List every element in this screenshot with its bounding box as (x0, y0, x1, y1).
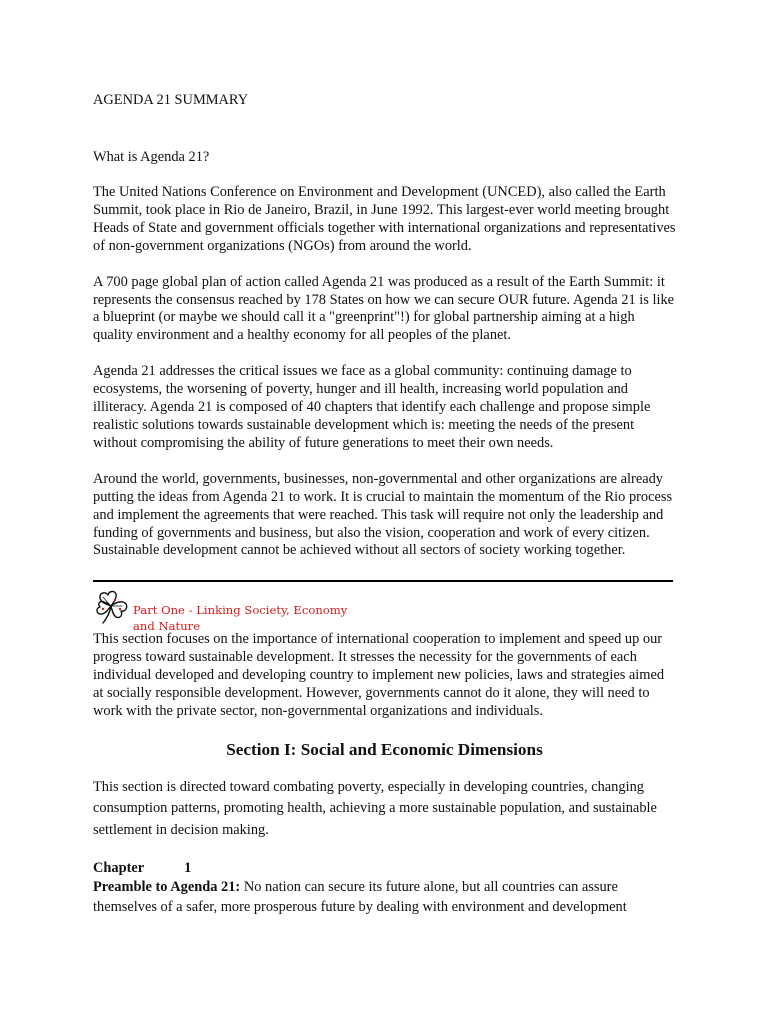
intro-paragraph-2: A 700 page global plan of action called Agenda 21 was produced as a result of the Earth Summit: it represents the consensus reached by 178 States on how we can secure OUR future. Agenda 21 is like a blueprint (or maybe we should call it a "greenprint"!) for global partnership aiming at a high quality environment and a healthy economy for all peoples of the planet. (93, 273, 675, 344)
document-heading: AGENDA 21 SUMMARY (93, 92, 249, 108)
chapter-heading (93, 858, 676, 878)
intro-paragraph-1: The United Nations Conference on Environment and Development (UNCED), also called the Earth Summit, took place in Rio de Janeiro, Brazil, in June 1992. This largest-ever world meeting brought Heads of State and government officials together with international organizations and representatives of non-government organizations (NGOs) from around the world. (93, 184, 676, 254)
part-one-heading (93, 588, 676, 634)
part-one-title-line1: Part One - Linking Society, Economy (133, 603, 348, 618)
preamble-label: Preamble to Agenda 21: (93, 879, 241, 896)
chapter-label: Chapter (93, 860, 145, 877)
section-divider (93, 580, 673, 582)
intro-question: What is Agenda 21? (93, 149, 210, 165)
part-one-paragraph: This section focuses on the importance of international cooperation to implement and speed up our progress toward sustainable development. It stresses the necessity for the governments of each individual developed and developing country to implement new policies, laws and strategies aimed at socially responsible development. However, governments cannot do it alone, they will need to work with the private sector, non-governmental organizations and individuals. (93, 631, 665, 719)
intro-paragraph-3: Agenda 21 addresses the critical issues we face as a global community: continuing damage to ecosystems, the worsening of poverty, hunger and ill health, increasing world population and illiteracy. Agenda 21 is composed of 40 chapters that identify each challenge and propose simple realistic solutions towards sustainable development which is: meeting the needs of the present without compromising the ability of future generations to meet their own needs. (93, 363, 651, 451)
shamrock-icon (94, 588, 130, 626)
document-body (93, 90, 676, 917)
part-one-title-line2: and Nature (133, 619, 201, 634)
preamble-text: No nation can secure its future alone, but all countries can assure themselves of a safer, more prosperous future by dealing with environment and development (93, 879, 627, 915)
section-one-title: Section I: Social and Economic Dimensions (226, 739, 543, 759)
chapter-preamble (93, 878, 676, 917)
intro-paragraph-4: Around the world, governments, businesses, non-governmental and other organizations are already putting the ideas from Agenda 21 to work. It is crucial to maintain the momentum of the Rio process and implement the agreements that were reached. This task will require not only the leadership and funding of governments and business, but also the vision, cooperation and work of every citizen. Sustainable development cannot be achieved without all sectors of society working together. (93, 470, 673, 559)
section-one-paragraph: This section is directed toward combating poverty, especially in developing countries, changing consumption patterns, promoting health, achieving a more sustainable population, and sustainable settlement in decision making. (93, 778, 657, 838)
part-one-title (133, 602, 393, 634)
chapter-number: 1 (184, 860, 192, 877)
